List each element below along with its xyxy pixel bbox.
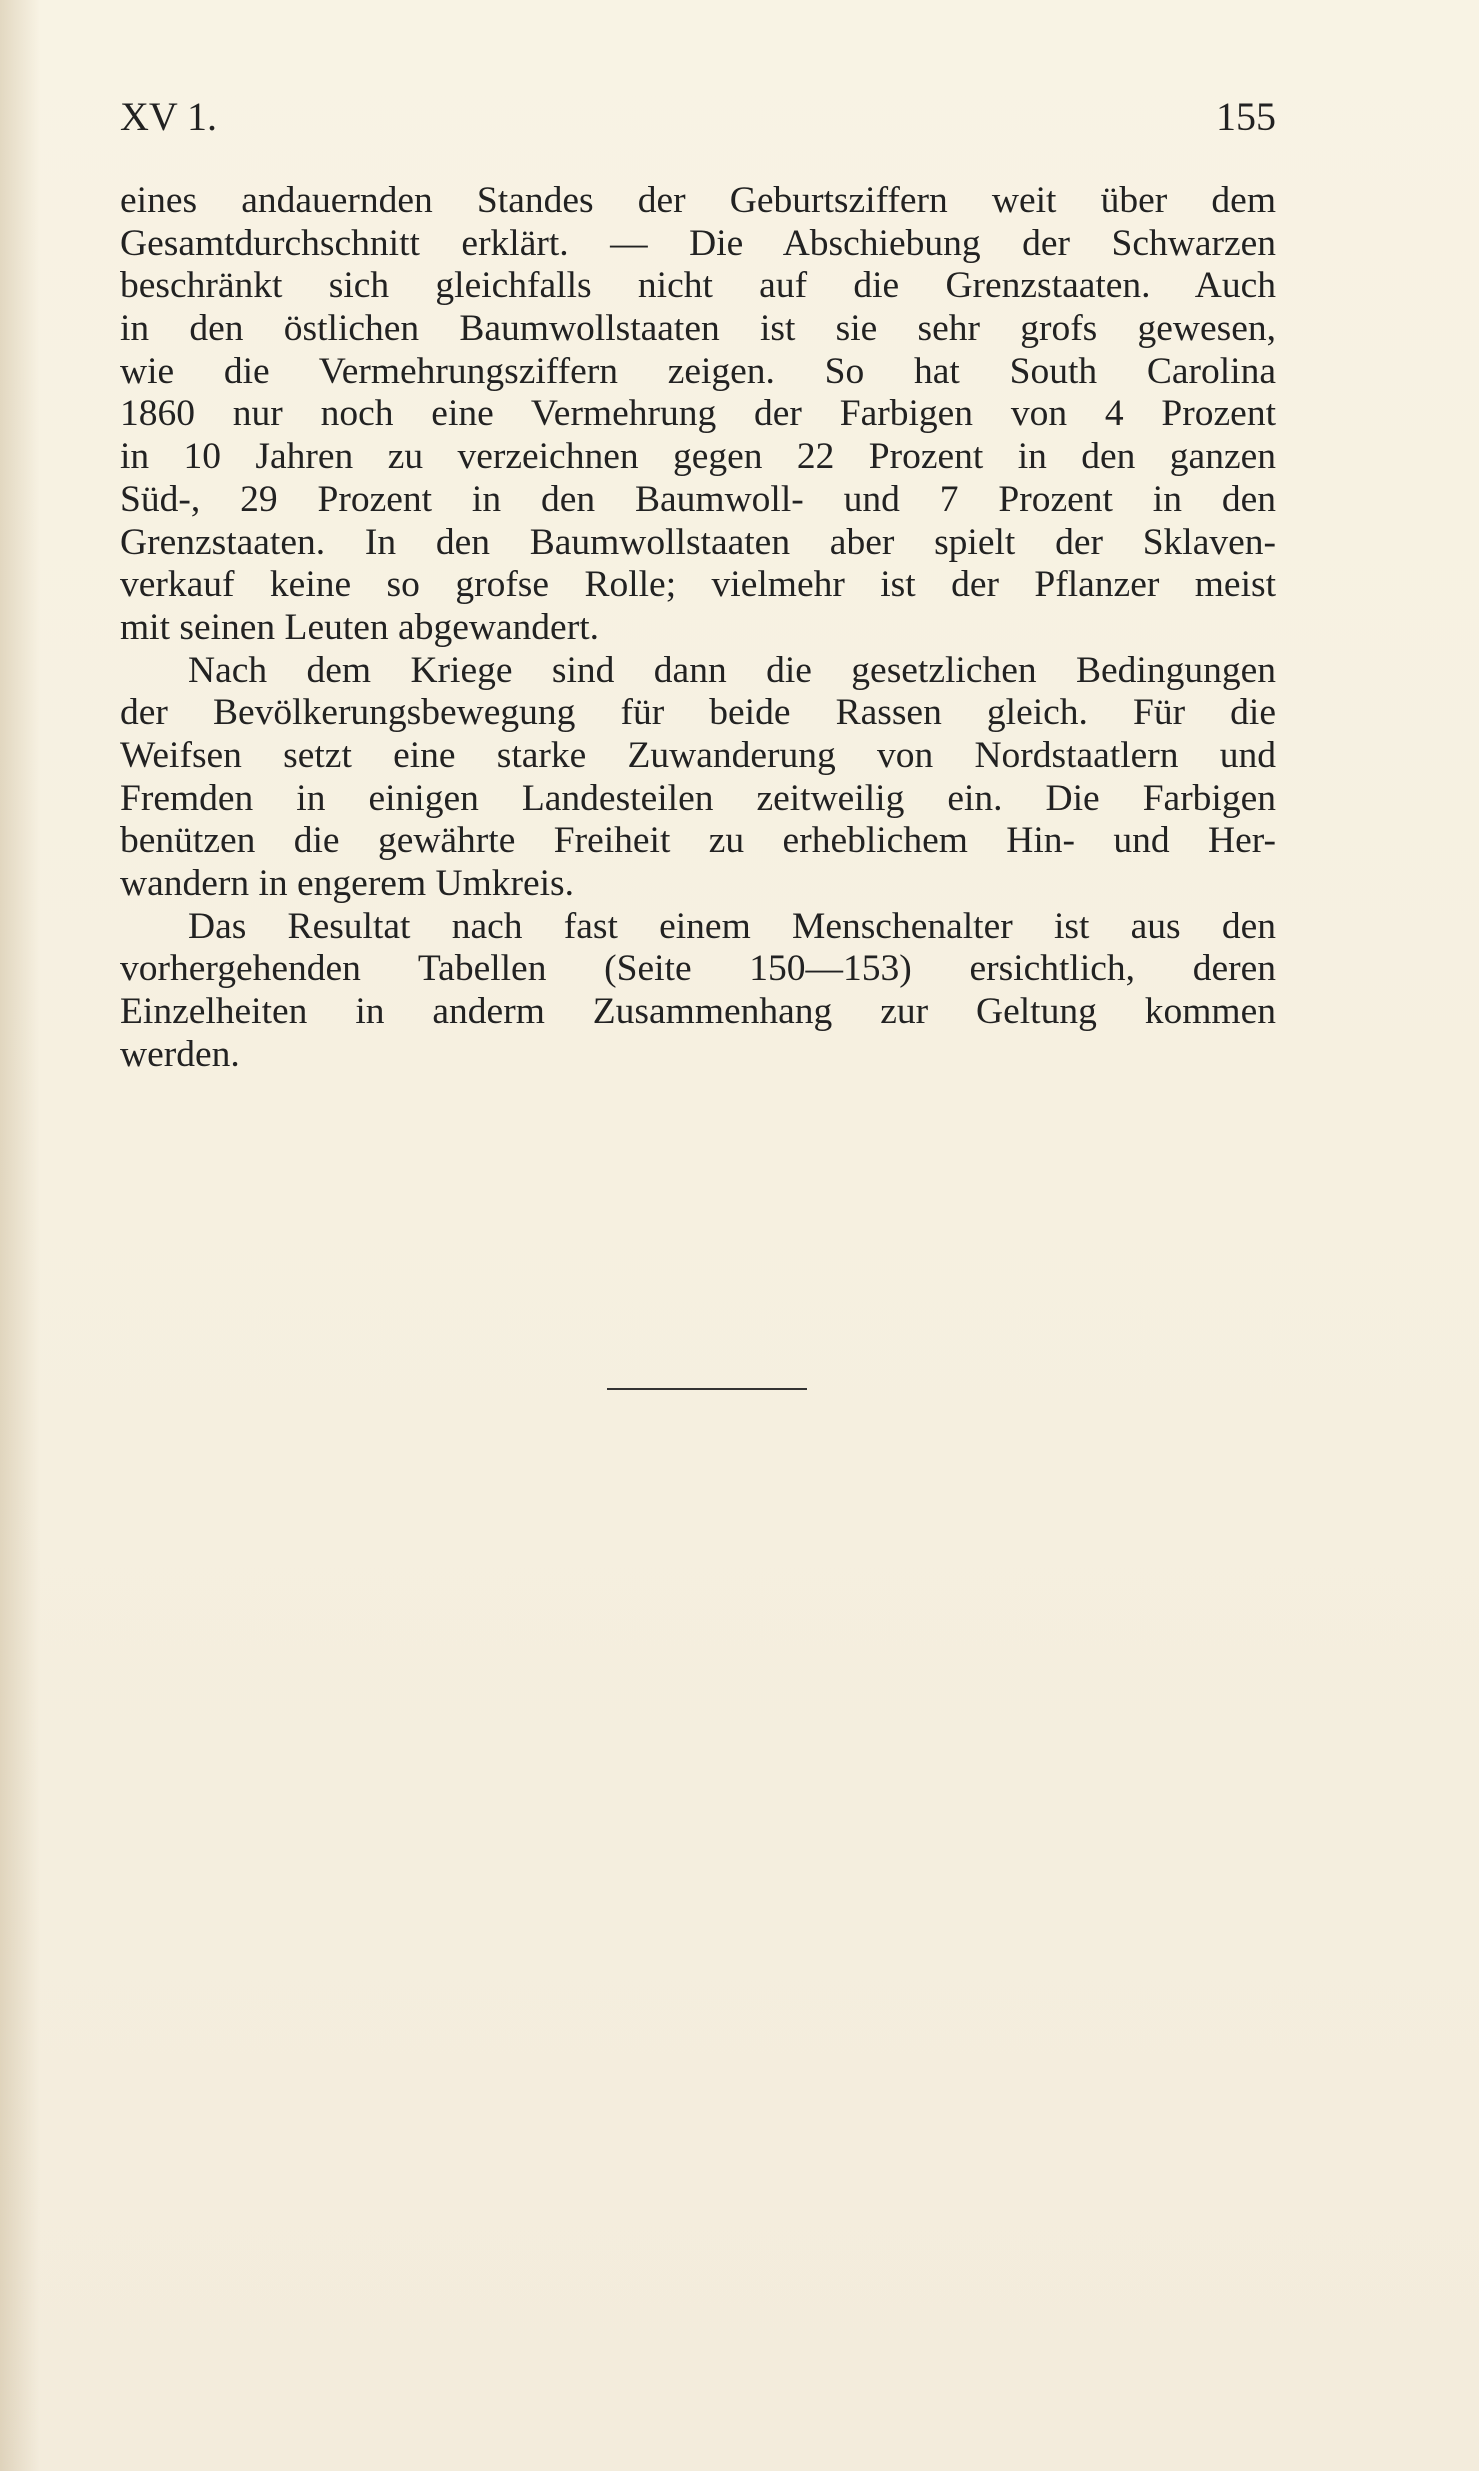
text-line: Weifsen setzt eine starke Zuwanderung von Nordstaatlern und — [120, 734, 1276, 776]
text-line: Einzelheiten in anderm Zusammenhang zur Geltung kommen — [120, 991, 1276, 1033]
text-line: Nach dem Kriege sind dann die gesetzlichen Bedingungen — [188, 649, 1276, 691]
text-line: in den östlichen Baumwollstaaten ist sie sehr grofs gewesen, — [120, 308, 1276, 350]
text-line: Grenzstaaten. In den Baumwollstaaten aber spielt der Sklaven- — [120, 521, 1276, 563]
text-line: in 10 Jahren zu verzeichnen gegen 22 Prozent in den ganzen — [120, 436, 1276, 478]
section-end-rule — [607, 1388, 807, 1390]
text-line: werden. — [120, 1033, 240, 1075]
running-header — [120, 92, 1276, 142]
body-text — [120, 180, 1276, 1076]
text-line: verkauf keine so grofse Rolle; vielmehr ist der Pflanzer meist — [120, 564, 1276, 606]
text-line: Das Resultat nach fast einem Menschenalter ist aus den — [188, 905, 1276, 947]
section-label: XV 1. — [120, 94, 218, 139]
text-line: benützen die gewährte Freiheit zu erheblichem Hin- und Her- — [120, 820, 1276, 862]
text-line: der Bevölkerungsbewegung für beide Rassen gleich. Für die — [120, 692, 1276, 734]
text-line: Fremden in einigen Landesteilen zeitweilig ein. Die Farbigen — [120, 777, 1276, 819]
text-line: 1860 nur noch eine Vermehrung der Farbigen von 4 Prozent — [120, 393, 1276, 435]
text-line: Süd-, 29 Prozent in den Baumwoll- und 7 Prozent in den — [120, 478, 1276, 520]
text-line: vorhergehenden Tabellen (Seite 150—153) ersichtlich, deren — [120, 948, 1276, 990]
text-line: mit seinen Leuten abgewandert. — [120, 606, 599, 648]
page-number: 155 — [1216, 94, 1276, 139]
text-line: beschränkt sich gleichfalls nicht auf die Grenzstaaten. Auch — [120, 265, 1276, 307]
text-line: wandern in engerem Umkreis. — [120, 863, 575, 904]
text-line: Gesamtdurchschnitt erklärt. — Die Abschiebung der Schwarzen — [120, 222, 1276, 264]
text-line: eines andauernden Standes der Geburtsziffern weit über dem — [120, 180, 1276, 221]
text-line: wie die Vermehrungsziffern zeigen. So hat South Carolina — [120, 350, 1276, 392]
